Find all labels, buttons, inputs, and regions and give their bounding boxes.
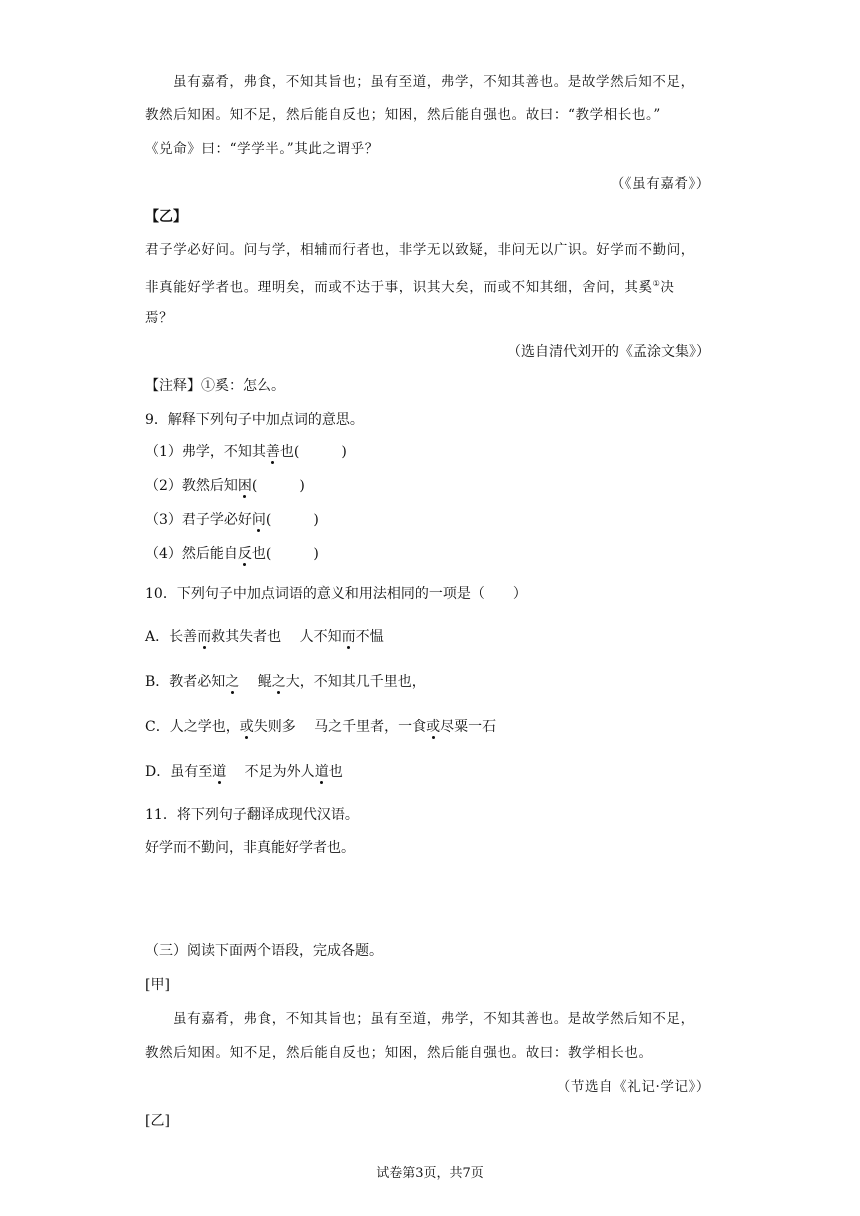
footnote-marker: ① bbox=[652, 279, 661, 288]
q10-option-d-part-2: 不足为外人 bbox=[226, 764, 315, 780]
q9-item-3-dot-word: 问 bbox=[251, 512, 266, 528]
passage-b-line-1: 君子学必好问。问与学，相辅而行者也，非学无以致疑，非问无以广识。好学而不勤问， bbox=[145, 242, 695, 258]
section-3-label-b: [乙] bbox=[145, 1113, 170, 1129]
q9-item-2-dot-word: 困 bbox=[237, 478, 252, 494]
q10-option-b-part-1: B．教者必知 bbox=[145, 674, 226, 690]
q9-item-4-dot-word: 反 bbox=[237, 546, 252, 562]
section-3-line-1: 虽有嘉肴，弗食，不知其旨也；虽有至道，弗学，不知其善也。是故学然后知不足， bbox=[173, 1011, 695, 1027]
passage-a-source: （《虽有嘉肴》） bbox=[610, 176, 710, 192]
q10-option-d-dot-1: 道 bbox=[212, 764, 227, 780]
q9-item-3 bbox=[145, 510, 319, 530]
q9-item-4-pre: （4）然后能自 bbox=[145, 546, 238, 562]
passage-b-line-2-end: 决 bbox=[660, 279, 675, 296]
q10-option-c-dot-2: 或 bbox=[426, 719, 441, 735]
q10-option-c-part-2: 失则多 马之千里者，一食 bbox=[253, 719, 427, 735]
q10-option-a bbox=[145, 627, 384, 647]
passage-b-line-2 bbox=[145, 274, 675, 298]
q10-option-a-dot-1: 而 bbox=[197, 629, 212, 645]
q10-option-d-part-3: 也 bbox=[328, 764, 343, 780]
section-3-line-2: 教然后知困。知不足，然后能自反也；知困，然后能自强也。故曰：教学相长也。 bbox=[145, 1045, 653, 1061]
q9-item-2-post: ( ) bbox=[251, 478, 305, 494]
q10-option-b-dot-1: 之 bbox=[225, 674, 240, 690]
q10-option-a-part-3: 不愠 bbox=[355, 629, 384, 645]
passage-b-label: 【乙】 bbox=[145, 209, 187, 225]
q10-option-d-part-1: D．虽有至 bbox=[145, 764, 213, 780]
passage-a-line-1: 虽有嘉肴，弗食，不知其旨也；虽有至道，弗学，不知其善也。是故学然后知不足， bbox=[173, 74, 695, 90]
q9-item-3-post: ( ) bbox=[265, 512, 319, 528]
passage-a-line-2: 教然后知困。知不足，然后能自反也；知困，然后能自强也。故曰：“教学相长也。” bbox=[145, 107, 661, 123]
q11-sentence: 好学而不勤问，非真能好学者也。 bbox=[145, 840, 355, 856]
q9-item-2 bbox=[145, 476, 305, 496]
q10-option-c-dot-1: 或 bbox=[239, 719, 254, 735]
passage-b-line-2-text: 非真能好学者也。理明矣，而或不达于事，识其大矣，而或不知其细，舍问，其奚 bbox=[145, 279, 653, 296]
q9-item-1-dot-word: 善 bbox=[265, 444, 280, 460]
passage-a-line-3: 《兑命》曰：“学学半。”其此之谓乎？ bbox=[145, 141, 379, 157]
q10-option-c bbox=[145, 717, 496, 737]
passage-b-source: （选自清代刘开的《孟涂文集》） bbox=[507, 344, 710, 360]
q10-option-d bbox=[145, 762, 343, 782]
q10-stem: 10．下列句子中加点词语的意义和用法相同的一项是（ ） bbox=[145, 586, 527, 602]
q11-stem: 11．将下列句子翻译成现代汉语。 bbox=[145, 807, 359, 823]
q9-item-1 bbox=[145, 442, 347, 462]
annotation-note: 【注释】①奚：怎么。 bbox=[145, 378, 285, 394]
q10-option-a-part-2: 救其失者也 人不知 bbox=[211, 629, 342, 645]
section-3-source: （节选自《礼记·学记》） bbox=[556, 1079, 710, 1095]
q10-option-a-part-1: A．长善 bbox=[145, 629, 198, 645]
q9-item-1-pre: （1）弗学，不知其 bbox=[145, 444, 266, 460]
q10-option-b-dot-2: 之 bbox=[271, 674, 286, 690]
passage-b-line-3: 焉？ bbox=[145, 310, 174, 326]
q9-item-4-post: 也( ) bbox=[251, 546, 319, 562]
page-footer: 试卷第3页，共7页 bbox=[376, 1166, 484, 1181]
q9-item-4 bbox=[145, 544, 319, 564]
q10-option-b-part-3: 大，不知其几千里也， bbox=[285, 674, 426, 690]
q9-item-1-post: 也( ) bbox=[279, 444, 347, 460]
q10-option-b bbox=[145, 672, 426, 692]
q9-item-2-pre: （2）教然后知 bbox=[145, 478, 238, 494]
q9-item-3-pre: （3）君子学必好 bbox=[145, 512, 252, 528]
q10-option-c-part-1: C．人之学也， bbox=[145, 719, 240, 735]
section-3-heading: （三）阅读下面两个语段，完成各题。 bbox=[145, 943, 383, 959]
q10-option-c-part-3: 尽粟一石 bbox=[440, 719, 497, 735]
section-3-label-a: [甲] bbox=[145, 977, 170, 993]
q10-option-b-part-2: 鲲 bbox=[239, 674, 272, 690]
q10-option-d-dot-2: 道 bbox=[314, 764, 329, 780]
q10-option-a-dot-2: 而 bbox=[341, 629, 356, 645]
q9-stem: 9．解释下列句子中加点词的意思。 bbox=[145, 412, 364, 428]
